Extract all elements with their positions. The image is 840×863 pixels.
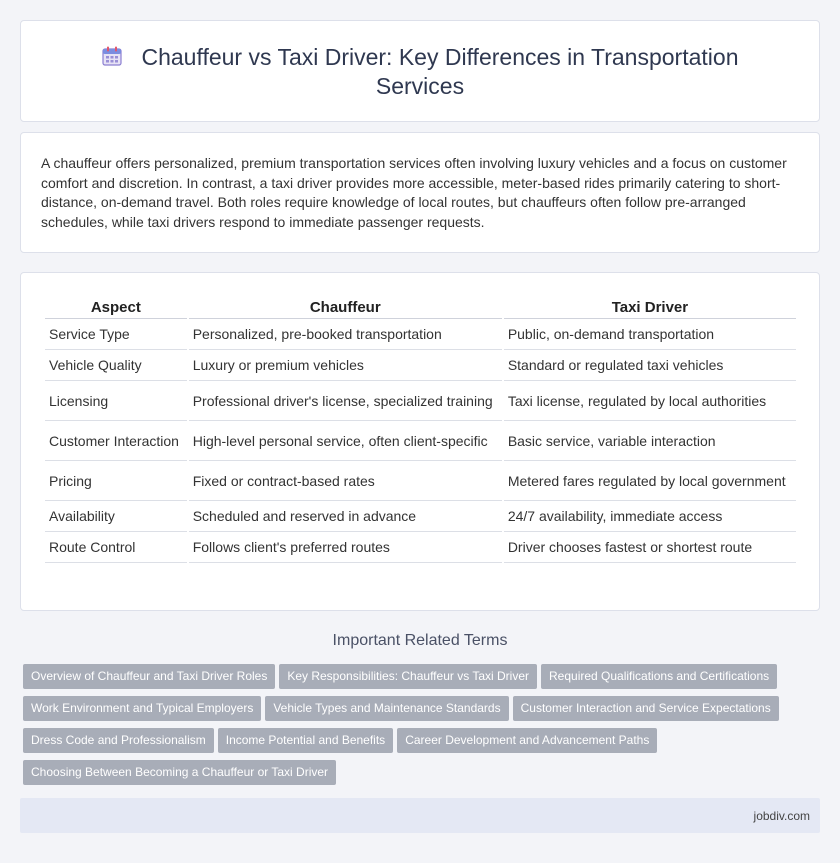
chauffeur-cell: Professional driver's license, specialized training [189,381,502,421]
aspect-cell: Service Type [45,319,187,350]
aspect-cell: Licensing [45,381,187,421]
chauffeur-cell: Follows client's preferred routes [189,532,502,563]
comparison-card [20,272,820,611]
aspect-cell: Availability [45,501,187,532]
header-chauffeur: Chauffeur [189,295,502,319]
table-row [45,319,796,350]
table-row [45,381,796,421]
taxi-driver-cell: Basic service, variable interaction [504,421,796,461]
related-term-tag[interactable]: Income Potential and Benefits [218,728,393,753]
related-terms-heading: Important Related Terms [332,632,508,649]
intro-card [20,132,820,253]
related-term-tag[interactable]: Dress Code and Professionalism [23,728,214,753]
related-term-tag[interactable]: Overview of Chauffeur and Taxi Driver Roles [23,664,275,689]
aspect-cell: Route Control [45,532,187,563]
table-row [45,461,796,501]
related-term-tag[interactable]: Required Qualifications and Certifications [541,664,777,689]
chauffeur-cell: Personalized, pre-booked transportation [189,319,502,350]
chauffeur-cell: High-level personal service, often client-specific [189,421,502,461]
header-card [20,20,820,122]
footer-site-link[interactable]: jobdiv.com [753,809,810,823]
related-term-tag[interactable]: Career Development and Advancement Paths [397,728,657,753]
related-term-tag[interactable]: Customer Interaction and Service Expectations [513,696,779,721]
aspect-cell: Pricing [45,461,187,501]
related-term-tag[interactable]: Key Responsibilities: Chauffeur vs Taxi Driver [279,664,537,689]
taxi-driver-cell: Driver chooses fastest or shortest route [504,532,796,563]
page-title: Chauffeur vs Taxi Driver: Key Differences in Transportation Services [141,44,739,99]
table-row [45,532,796,563]
calendar-icon [101,45,123,67]
taxi-driver-cell: Public, on-demand transportation [504,319,796,350]
page-title-wrap [21,43,819,101]
header-taxi-driver: Taxi Driver [504,295,796,319]
taxi-driver-cell: Metered fares regulated by local government [504,461,796,501]
related-term-tag[interactable]: Vehicle Types and Maintenance Standards [265,696,508,721]
related-term-tag[interactable]: Work Environment and Typical Employers [23,696,261,721]
table-row [45,501,796,532]
chauffeur-cell: Fixed or contract-based rates [189,461,502,501]
chauffeur-cell: Luxury or premium vehicles [189,350,502,381]
table-row [45,421,796,461]
related-term-tag[interactable]: Choosing Between Becoming a Chauffeur or Taxi Driver [23,760,336,785]
taxi-driver-cell: 24/7 availability, immediate access [504,501,796,532]
comparison-table [43,295,798,563]
table-header-row [45,295,796,319]
intro-paragraph: A chauffeur offers personalized, premium transportation services often involving luxury vehicles and a focus on customer comfort and discretion. In contrast, a taxi driver provides more accessible, meter-based rides primarily catering to short-distance, on-demand travel. Both roles require knowledge of local routes, but chauffeurs often follow pre-arranged schedules, while taxi drivers respond to immediate passenger requests. [41,155,787,230]
taxi-driver-cell: Taxi license, regulated by local authorities [504,381,796,421]
aspect-cell: Customer Interaction [45,421,187,461]
table-row [45,350,796,381]
header-aspect: Aspect [45,295,187,319]
aspect-cell: Vehicle Quality [45,350,187,381]
footer-bar [20,798,820,833]
chauffeur-cell: Scheduled and reserved in advance [189,501,502,532]
taxi-driver-cell: Standard or regulated taxi vehicles [504,350,796,381]
related-terms-list [23,664,823,792]
